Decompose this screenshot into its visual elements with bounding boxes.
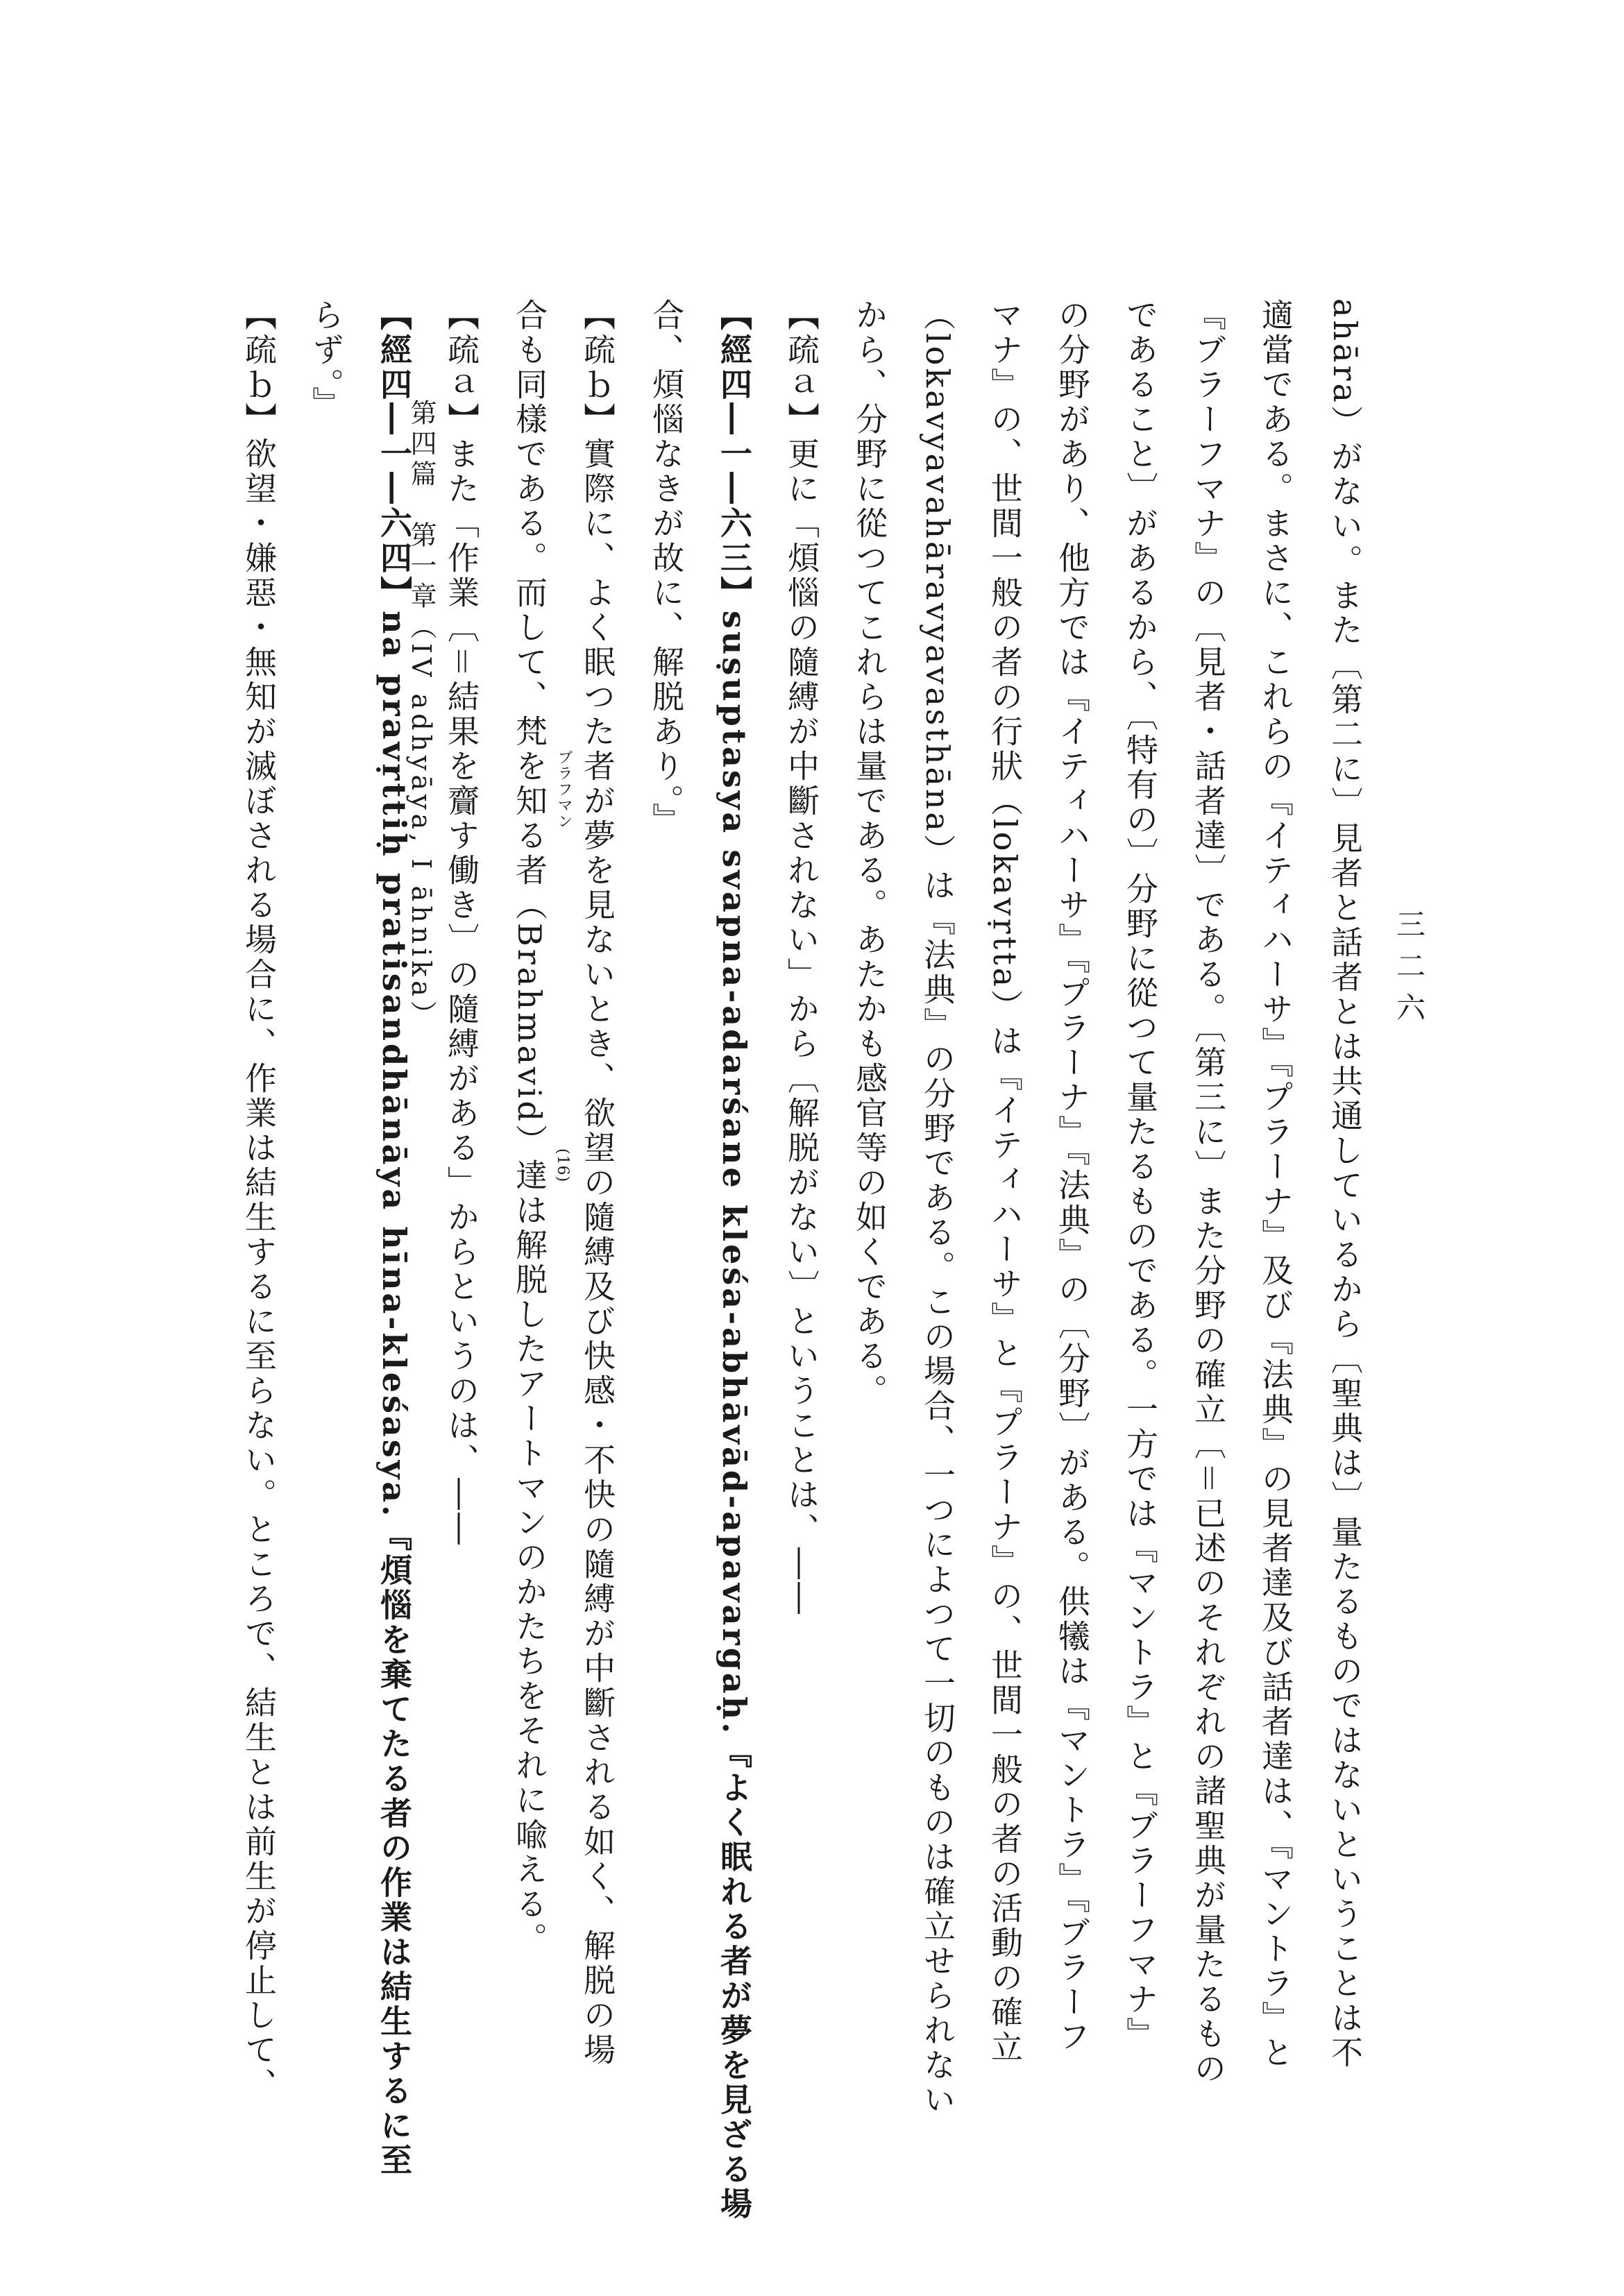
running-header: 第四篇 第一章（IV adhyāya, I āhnika） [406,399,437,1031]
commentary-line: 【疏ｂ】實際に、よく眠つた者が夢を見ないとき、欲望の隨縛及び快感・不快の隨縛が中斷される如く、解脱の場 [579,298,616,2068]
text-line: 合、煩惱なきが故に、解脱あり。』 [648,298,685,837]
text-line: （lokavyavahāravyavasthāna）は『法典』の分野である。この場合、一つによつて一切のものは確立せられない [919,298,956,2118]
text-line: ahāra）がない。また〔第二に〕見者と話者とは共通しているから〔聖典は〕量たるものではないということは不 [1326,298,1364,2070]
footnote-marker: (16) [554,1148,571,1183]
text-line: の分野があり、他方では『イティハーサ』『プラーナ』『法典』の〔分野〕がある。供犧は『マントラ』『ブラーフ [1054,298,1091,2055]
sutra-line: 【經四―一―六四】na pravṛttiḥ pratisandhānāya hīna-kleśasya.『煩惱を棄てたる者の作業は結生するに至 [375,298,413,2179]
commentary-line: 【疏ｂ】欲望・嫌惡・無知が滅ぼされる場合に、作業は結生するに至らない。ところで、結生とは前生が停止して、 [240,298,278,2102]
sutra-line: 【經四―一―六三】suṣuptasya svapna-adarśane kleśa-abhāvād-apavargaḥ.『よく眠れる者が夢を見ざる場 [716,298,753,2222]
text-line: らず。』 [307,298,345,421]
text-line: 『ブラーフマナ』の〔見者・話者達〕である。〔第三に〕また分野の確立〔＝已述のそれぞれの諸聖典が量たるもの [1190,298,1227,2086]
page-number: 三二六 [1392,909,1426,1034]
ruby-annotation: ブラフマン [555,749,573,829]
text-line: 適當である。まさに、これらの『イティハーサ』『プラーナ』及び『法典』の見者達及び話者達は、『マントラ』と [1257,298,1294,2070]
text-line: から、分野に從つてこれらは量である。あたかも感官等の如くである。 [851,298,888,1409]
commentary-line: 【疏ａ】また「作業〔＝結果を齎す働き〕の隨縛がある」からというのは、―― [443,298,480,1547]
text-line: 合も同樣である。而して、梵を知る者（Brahmavid）達は解脱したアートマンのかたちをそれに喩える。 [511,298,548,1957]
text-line: であること〕があるから、〔特有の〕分野に從つて量たるものである。一方では『マントラ』と『ブラーフマナ』 [1122,298,1159,2052]
text-line: マナ』の、世間一般の者の行狀（lokavṛtta）は『イティハーサ』と『プラーナ』の、世間一般の者の活動の確立 [986,298,1024,2066]
commentary-line: 【疏ａ】更に「煩惱の隨縛が中斷されない」から〔解脱がない〕ということは、―― [783,298,820,1617]
